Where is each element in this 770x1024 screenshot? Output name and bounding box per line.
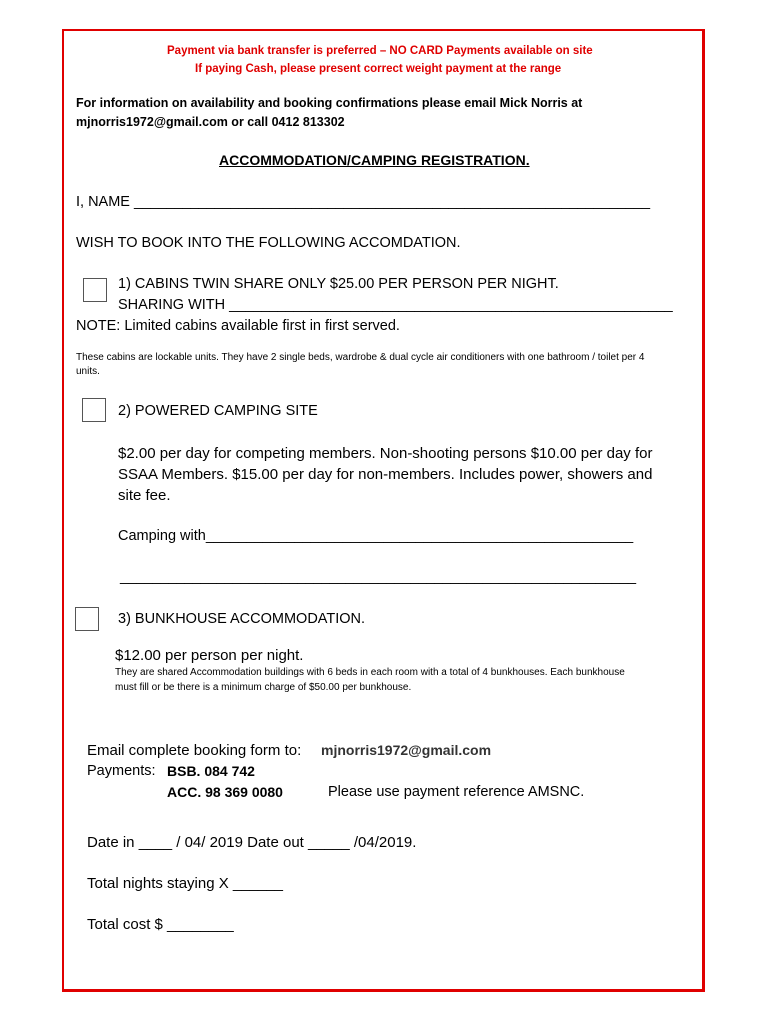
wish-text: WISH TO BOOK INTO THE FOLLOWING ACCOMDATION. (76, 235, 461, 251)
option1-desc-2: units. (76, 366, 100, 377)
header-line-2: If paying Cash, please present correct weight payment at the range (195, 63, 562, 75)
bsb-number: BSB. 084 742 (167, 763, 255, 779)
sharing-with-field[interactable]: SHARING WITH _______________________________________________________ (118, 297, 673, 313)
option3-price: $12.00 per person per night. (115, 647, 304, 664)
info-line-1: For information on availability and booking confirmations please email Mick Norris at (76, 96, 583, 110)
info-line-2: mjnorris1972@gmail.com or call 0412 813302 (76, 115, 345, 129)
payment-reference: Please use payment reference AMSNC. (328, 784, 585, 800)
option3-desc-2: must fill or be there is a minimum charge of $50.00 per bunkhouse. (115, 682, 412, 693)
bunkhouse-checkbox[interactable] (75, 607, 99, 631)
option1-note: NOTE: Limited cabins available first in first served. (76, 318, 400, 334)
email-label: Email complete booking form to: (87, 742, 302, 759)
account-number: ACC. 98 369 0080 (167, 784, 283, 800)
total-cost-field[interactable]: Total cost $ ________ (87, 916, 234, 933)
option2-desc-3: site fee. (118, 487, 171, 504)
camping-with-field[interactable]: Camping with_____________________________________________________ (118, 528, 634, 544)
payments-label: Payments: (87, 763, 156, 779)
total-nights-field[interactable]: Total nights staying X ______ (87, 875, 283, 892)
powered-camping-checkbox[interactable] (82, 398, 106, 422)
cabins-checkbox[interactable] (83, 278, 107, 302)
option3-desc-1: They are shared Accommodation buildings with 6 beds in each room with a total of 4 bunkhouses. Each bunkhouse (115, 667, 625, 678)
camping-with-field-2[interactable]: ________________________________________________________________ (120, 569, 637, 585)
option2-desc-2: SSAA Members. $15.00 per day for non-members. Includes power, showers and (118, 466, 653, 483)
name-field[interactable]: I, NAME ________________________________________________________________ (76, 194, 651, 210)
option1-desc-1: These cabins are lockable units. They have 2 single beds, wardrobe & dual cycle air conditioners with one bathroom / toilet per 4 (76, 352, 645, 363)
option2-desc-1: $2.00 per day for competing members. Non-shooting persons $10.00 per day for (118, 445, 653, 462)
option2-label: 2) POWERED CAMPING SITE (118, 403, 318, 419)
form-title: ACCOMMODATION/CAMPING REGISTRATION. (219, 152, 530, 168)
option1-label: 1) CABINS TWIN SHARE ONLY $25.00 PER PERSON PER NIGHT. (118, 276, 559, 292)
dates-field[interactable]: Date in ____ / 04/ 2019 Date out _____ /04/2019. (87, 834, 417, 851)
booking-email-link[interactable]: mjnorris1972@gmail.com (321, 742, 492, 758)
header-line-1: Payment via bank transfer is preferred – NO CARD Payments available on site (167, 45, 593, 57)
option3-label: 3) BUNKHOUSE ACCOMMODATION. (118, 611, 366, 627)
